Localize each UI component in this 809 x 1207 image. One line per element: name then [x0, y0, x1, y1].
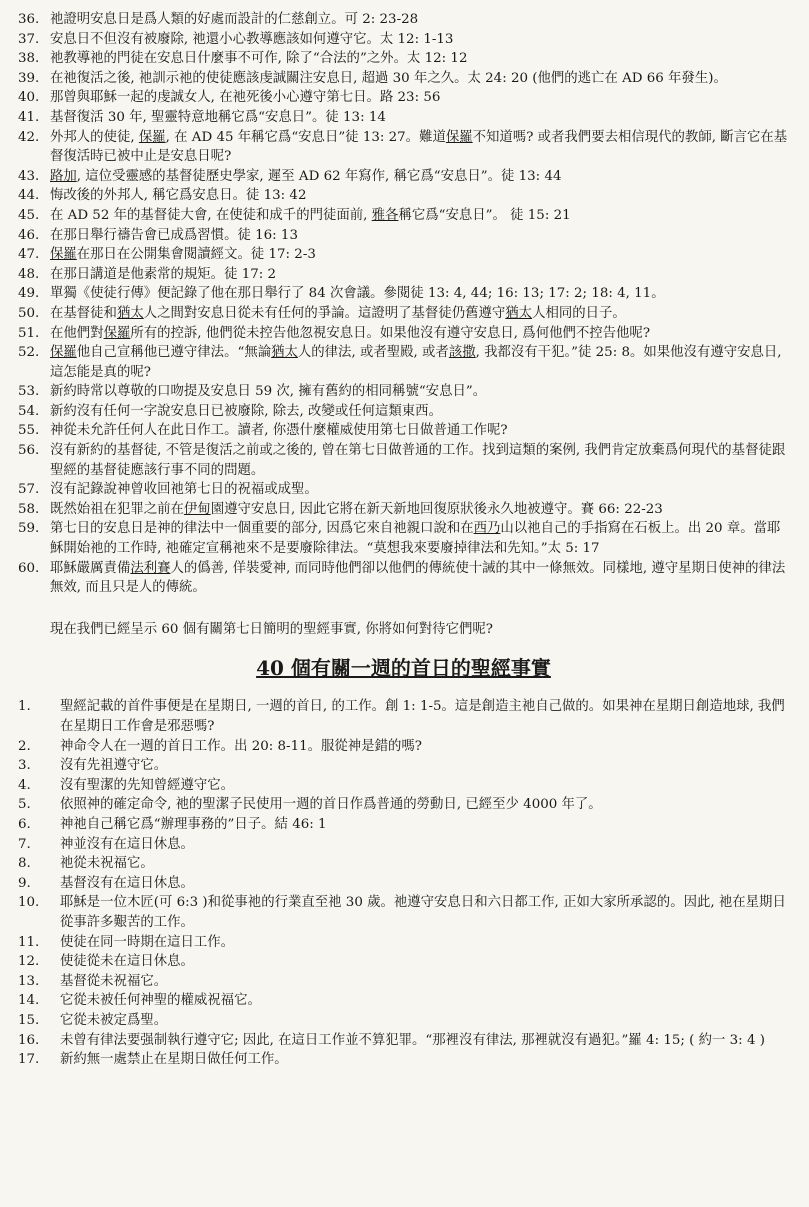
- item-text: [50, 30, 789, 50]
- text-segment: 人的律法, 或者聖殿, 或者: [297, 345, 449, 361]
- underlined-name: 路加: [50, 168, 77, 184]
- list-item: [18, 952, 789, 972]
- item-number: 3.: [18, 758, 31, 774]
- list-item: [18, 421, 789, 441]
- underlined-name: 保羅: [50, 345, 77, 361]
- item-text: [60, 815, 789, 835]
- text-segment: 使徒從未在這日休息。: [60, 954, 194, 970]
- item-text: [50, 284, 789, 304]
- text-segment: 使徒在同一時期在這日工作。: [60, 934, 235, 950]
- item-text: [60, 795, 789, 815]
- item-number: 41.: [18, 109, 40, 125]
- text-segment: 在基督徒和: [50, 305, 117, 321]
- text-segment: 悔改後的外邦人, 稱它爲安息日。徒 13: 42: [50, 188, 307, 204]
- item-text: [50, 304, 789, 324]
- item-number: 37.: [18, 31, 40, 47]
- item-number: 4.: [18, 777, 31, 793]
- item-text: [50, 128, 789, 167]
- text-segment: 沒有新約的基督徒, 不管是復活之前或之後的, 曾在第七日做普通的工作。找到這類的案例, 我們肯定放棄爲何現代的基督徒跟聖經的基督徒應該行事不同的問題。: [50, 443, 786, 478]
- section-heading: 40 個有關一週的首日的聖經事實: [256, 656, 551, 681]
- item-number: 52.: [18, 345, 40, 361]
- item-text: [50, 108, 789, 128]
- list-item: [18, 500, 789, 520]
- list-item: [18, 972, 789, 992]
- item-number: 43.: [18, 168, 40, 184]
- text-segment: 人相同的日子。: [532, 305, 626, 321]
- text-segment: 基督沒有在這日休息。: [60, 875, 194, 891]
- item-number: 58.: [18, 501, 40, 517]
- item-number: 6.: [18, 816, 31, 832]
- item-text: [60, 952, 789, 972]
- text-segment: 它從未被任何神聖的權威祝福它。: [60, 993, 261, 1009]
- item-text: [60, 776, 789, 796]
- text-segment: 基督復活 30 年, 聖靈特意地稱它爲“安息日”。徒 13: 14: [50, 109, 386, 125]
- text-segment: 在那日舉行禱告會已成爲習慣。徒 16: 13: [50, 227, 298, 243]
- text-segment: , 在 AD 45 年稱它爲“安息日”徒 13: 27。難道: [165, 129, 446, 145]
- item-text: [50, 559, 789, 598]
- text-segment: 沒有聖潔的先知曾經遵守它。: [60, 777, 235, 793]
- item-number: 44.: [18, 188, 40, 204]
- text-segment: 它從未被定爲聖。: [60, 1012, 168, 1028]
- list-item: [18, 402, 789, 422]
- list-item: [18, 245, 789, 265]
- item-text: [50, 245, 789, 265]
- text-segment: 不知道嗎? 或者我們要去相信現代的教師, 斷言它在基督復活時已被中止是安息日呢?: [50, 129, 788, 165]
- first-day-facts-list: [18, 697, 789, 1069]
- item-number: 5.: [18, 797, 31, 813]
- closing-question: 現在我們已經呈示 60 個有關第七日簡明的聖經事實, 你將如何對待它們呢?: [50, 621, 493, 637]
- underlined-name: 伊甸: [183, 501, 211, 517]
- list-item: [18, 1031, 789, 1051]
- text-segment: 他自己宣稱他已遵守律法。“無論: [76, 345, 272, 361]
- list-item: [18, 519, 789, 558]
- item-number: 51.: [18, 325, 40, 341]
- text-segment: 耶穌嚴厲責備: [50, 560, 131, 576]
- underlined-name: 猶太: [505, 305, 533, 321]
- list-item: [18, 49, 789, 69]
- list-item: [18, 382, 789, 402]
- text-segment: 依照神的確定命令, 祂的聖潔子民使用一週的首日作爲普通的勞動日, 已經至少 4000 年了。: [60, 797, 602, 813]
- item-text: [50, 10, 789, 30]
- text-segment: 未曾有律法要强制執行遵守它; 因此, 在這日工作並不算犯罪。“那裡沒有律法, 那裡就沒有過犯。”羅 4: 15; ( 約一 3: 4 ): [60, 1032, 765, 1048]
- text-segment: 在那日講道是他素常的規矩。徒 17: 2: [50, 266, 277, 282]
- list-item: [18, 206, 789, 226]
- text-segment: 在 AD 52 年的基督徒大會, 在使徒和成千的門徒面前,: [50, 207, 372, 223]
- item-text: [60, 737, 789, 757]
- item-text: [50, 167, 789, 187]
- item-text: [60, 874, 789, 894]
- list-item: [18, 874, 789, 894]
- text-segment: 山以祂自己的手指寫在石板上。出 20 章。當耶穌開始祂的工作時, 祂確定宣稱祂來不是要廢除律法。“莫想我來要廢掉律法和先知。”太 5: 17: [50, 521, 781, 557]
- item-text: [60, 835, 789, 855]
- list-item: [18, 128, 789, 167]
- list-item: [18, 167, 789, 187]
- text-segment: 神並沒有在這日休息。: [60, 836, 194, 852]
- underlined-name: 法利賽: [130, 560, 171, 576]
- list-item: [18, 737, 789, 757]
- item-number: 8.: [18, 856, 31, 872]
- text-segment: 神從未允許任何人在此日作工。讀者, 你憑什麼權威使用第七日做普通工作呢?: [50, 423, 508, 439]
- item-text: [60, 991, 789, 1011]
- item-text: [60, 756, 789, 776]
- list-item: [18, 756, 789, 776]
- underlined-name: 西乃: [473, 521, 501, 537]
- item-number: 7.: [18, 836, 31, 852]
- item-text: [60, 697, 789, 736]
- text-segment: 祂證明安息日是爲人類的好處而設計的仁慈創立。可 2: 23-28: [50, 12, 419, 27]
- item-text: [50, 49, 789, 69]
- text-segment: 祂教導祂的門徒在安息日什麼事不可作, 除了“合法的”之外。太 12: 12: [50, 51, 468, 67]
- text-segment: 所有的控訴, 他們從未控告他忽視安息日。如果他沒有遵守安息日, 爲何他們不控告他呢?: [130, 325, 650, 341]
- list-item: [18, 69, 789, 89]
- item-number: 38.: [18, 51, 40, 67]
- item-number: 54.: [18, 403, 40, 419]
- item-text: [50, 480, 789, 500]
- underlined-name: 雅各: [371, 207, 399, 223]
- item-number: 2.: [18, 738, 31, 754]
- text-segment: 在那日在公開集會閱讀經文。徒 17: 2-3: [76, 247, 316, 263]
- list-item: [18, 776, 789, 796]
- item-text: [50, 206, 789, 226]
- text-segment: 祂從未祝福它。: [60, 856, 154, 872]
- text-segment: 單獨《使徒行傳》便記錄了他在那日舉行了 84 次會議。參閱徒 13: 4, 44; 16: 13; 17: 2; 18: 4, 11。: [50, 286, 665, 302]
- text-segment: 既然始祖在犯罪之前在: [50, 501, 184, 517]
- list-item: [18, 441, 789, 480]
- item-number: 48.: [18, 266, 40, 282]
- list-item: [18, 108, 789, 128]
- list-item: [18, 1011, 789, 1031]
- item-number: 1.: [18, 699, 31, 715]
- text-segment: 新約無一處禁止在星期日做任何工作。: [60, 1052, 288, 1068]
- item-text: [60, 972, 789, 992]
- list-item: [18, 697, 789, 736]
- item-text: [50, 324, 789, 344]
- list-item: [18, 343, 789, 382]
- text-segment: 人的僞善, 佯裝愛神, 而同時他們卻以他們的傳統使十誡的其中一條無效。同樣地, 遵守星期日使神的律法無效, 而且只是人的傳統。: [50, 560, 786, 596]
- item-number: 50.: [18, 305, 40, 321]
- text-segment: 神命令人在一週的首日工作。出 20: 8-11。服從神是錯的嗎?: [60, 738, 422, 754]
- underlined-name: 保羅: [103, 325, 131, 341]
- text-segment: 沒有記錄說神曾收回祂第七日的祝福或成聖。: [50, 482, 318, 498]
- underlined-name: 猶太: [116, 305, 144, 321]
- text-segment: 園遵守安息日, 因此它將在新天新地回復原狀後永久地被遵守。賽 66: 22-23: [210, 501, 663, 517]
- list-item: [18, 304, 789, 324]
- item-number: 10.: [18, 895, 40, 911]
- list-item: [18, 186, 789, 206]
- item-number: 49.: [18, 286, 40, 302]
- underlined-name: 猶太: [271, 345, 298, 361]
- item-number: 56.: [18, 443, 40, 459]
- list-item: [18, 893, 789, 932]
- text-segment: 聖經記載的首件事便是在星期日, 一週的首日, 的工作。創 1: 1-5。這是創造主祂自己做的。如果神在星期日創造地球, 我們在星期日工作會是邪惡嗎?: [60, 699, 785, 734]
- item-number: 59.: [18, 521, 40, 537]
- list-item: [18, 324, 789, 344]
- list-item: [18, 30, 789, 50]
- item-number: 13.: [18, 973, 40, 989]
- list-item: [18, 88, 789, 108]
- text-segment: 第七日的安息日是神的律法中一個重要的部分, 因爲它來自祂親口說和在: [50, 521, 474, 537]
- item-text: [50, 382, 789, 402]
- list-item: [18, 284, 789, 304]
- text-segment: 在他們對: [50, 325, 104, 341]
- list-item: [18, 835, 789, 855]
- text-segment: 神祂自己稱它爲“辦理事務的”日子。結 46: 1: [60, 816, 327, 832]
- item-number: 16.: [18, 1032, 40, 1048]
- list-item: [18, 480, 789, 500]
- list-item: [18, 815, 789, 835]
- item-number: 12.: [18, 954, 40, 970]
- item-number: 39.: [18, 70, 40, 86]
- underlined-name: 保羅: [445, 129, 473, 145]
- item-text: [60, 933, 789, 953]
- item-text: [50, 88, 789, 108]
- item-text: [60, 893, 789, 932]
- list-item: [18, 226, 789, 246]
- text-segment: 稱它爲“安息日”。 徒 15: 21: [398, 207, 571, 223]
- text-segment: 基督從未祝福它。: [60, 973, 168, 989]
- underlined-name: 保羅: [50, 247, 77, 263]
- item-text: [60, 1011, 789, 1031]
- list-item: [18, 1050, 789, 1070]
- item-number: 53.: [18, 384, 40, 400]
- item-number: 11.: [18, 934, 40, 950]
- list-item: [18, 265, 789, 285]
- item-number: 9.: [18, 875, 31, 891]
- item-text: [50, 441, 789, 480]
- item-number: 36.: [18, 12, 40, 27]
- item-text: [60, 1050, 789, 1070]
- text-segment: 人之間對安息日從未有任何的爭論。這證明了基督徒仍舊遵守: [143, 305, 506, 321]
- underlined-name: 該撒: [448, 345, 476, 361]
- list-item: [18, 559, 789, 598]
- text-segment: 安息日不但沒有被廢除, 祂還小心教導應該如何遵守它。太 12: 1-13: [50, 31, 454, 47]
- item-text: [50, 265, 789, 285]
- list-item: [18, 854, 789, 874]
- item-text: [60, 854, 789, 874]
- item-number: 55.: [18, 423, 40, 439]
- item-number: 60.: [18, 560, 40, 576]
- item-text: [50, 186, 789, 206]
- text-segment: 那曾與耶穌一起的虔誠女人, 在祂死後小心遵守第七日。路 23: 56: [50, 90, 441, 106]
- text-segment: 新約時常以尊敬的口吻提及安息日 59 次, 擁有舊約的相同稱號“安息日”。: [50, 384, 487, 400]
- item-number: 40.: [18, 90, 40, 106]
- item-text: [50, 343, 789, 382]
- text-segment: 沒有先祖遵守它。: [60, 758, 168, 774]
- item-number: 42.: [18, 129, 40, 145]
- item-number: 46.: [18, 227, 40, 243]
- item-text: [50, 69, 789, 89]
- list-item: [18, 10, 789, 30]
- underlined-name: 保羅: [138, 129, 166, 145]
- item-text: [50, 500, 789, 520]
- list-item: [18, 991, 789, 1011]
- item-text: [50, 402, 789, 422]
- text-segment: , 我都沒有干犯。”徒 25: 8。如果他沒有遵守安息日, 這怎能是真的呢?: [50, 345, 782, 380]
- text-segment: 新約沒有任何一字說安息日已被廢除, 除去, 改變或任何這類東西。: [50, 403, 442, 419]
- list-item: [18, 933, 789, 953]
- text-segment: 耶穌是一位木匠(可 6:3 )和從事祂的行業直至祂 30 歲。祂遵守安息日和六日都工作, 正如大家所承認的。因此, 祂在星期日從事許多艱苦的工作。: [60, 895, 786, 930]
- item-number: 57.: [18, 482, 40, 498]
- sabbath-facts-list: [18, 10, 789, 598]
- item-text: [50, 226, 789, 246]
- text-segment: 外邦人的使徒,: [50, 129, 139, 145]
- list-item: [18, 795, 789, 815]
- item-number: 14.: [18, 993, 40, 1009]
- item-text: [50, 421, 789, 441]
- item-text: [50, 519, 789, 558]
- text-segment: , 這位受靈感的基督徒歷史學家, 遲至 AD 62 年寫作, 稱它爲“安息日”。徒 13: 44: [76, 168, 562, 184]
- item-number: 17.: [18, 1052, 40, 1068]
- text-segment: 在祂復活之後, 祂訓示祂的使徒應該虔誠關注安息日, 超過 30 年之久。太 24: 20 (他們的逃亡在 AD 66 年發生)。: [50, 70, 727, 86]
- item-number: 47.: [18, 247, 40, 263]
- item-number: 45.: [18, 207, 40, 223]
- item-text: [60, 1031, 789, 1051]
- item-number: 15.: [18, 1012, 40, 1028]
